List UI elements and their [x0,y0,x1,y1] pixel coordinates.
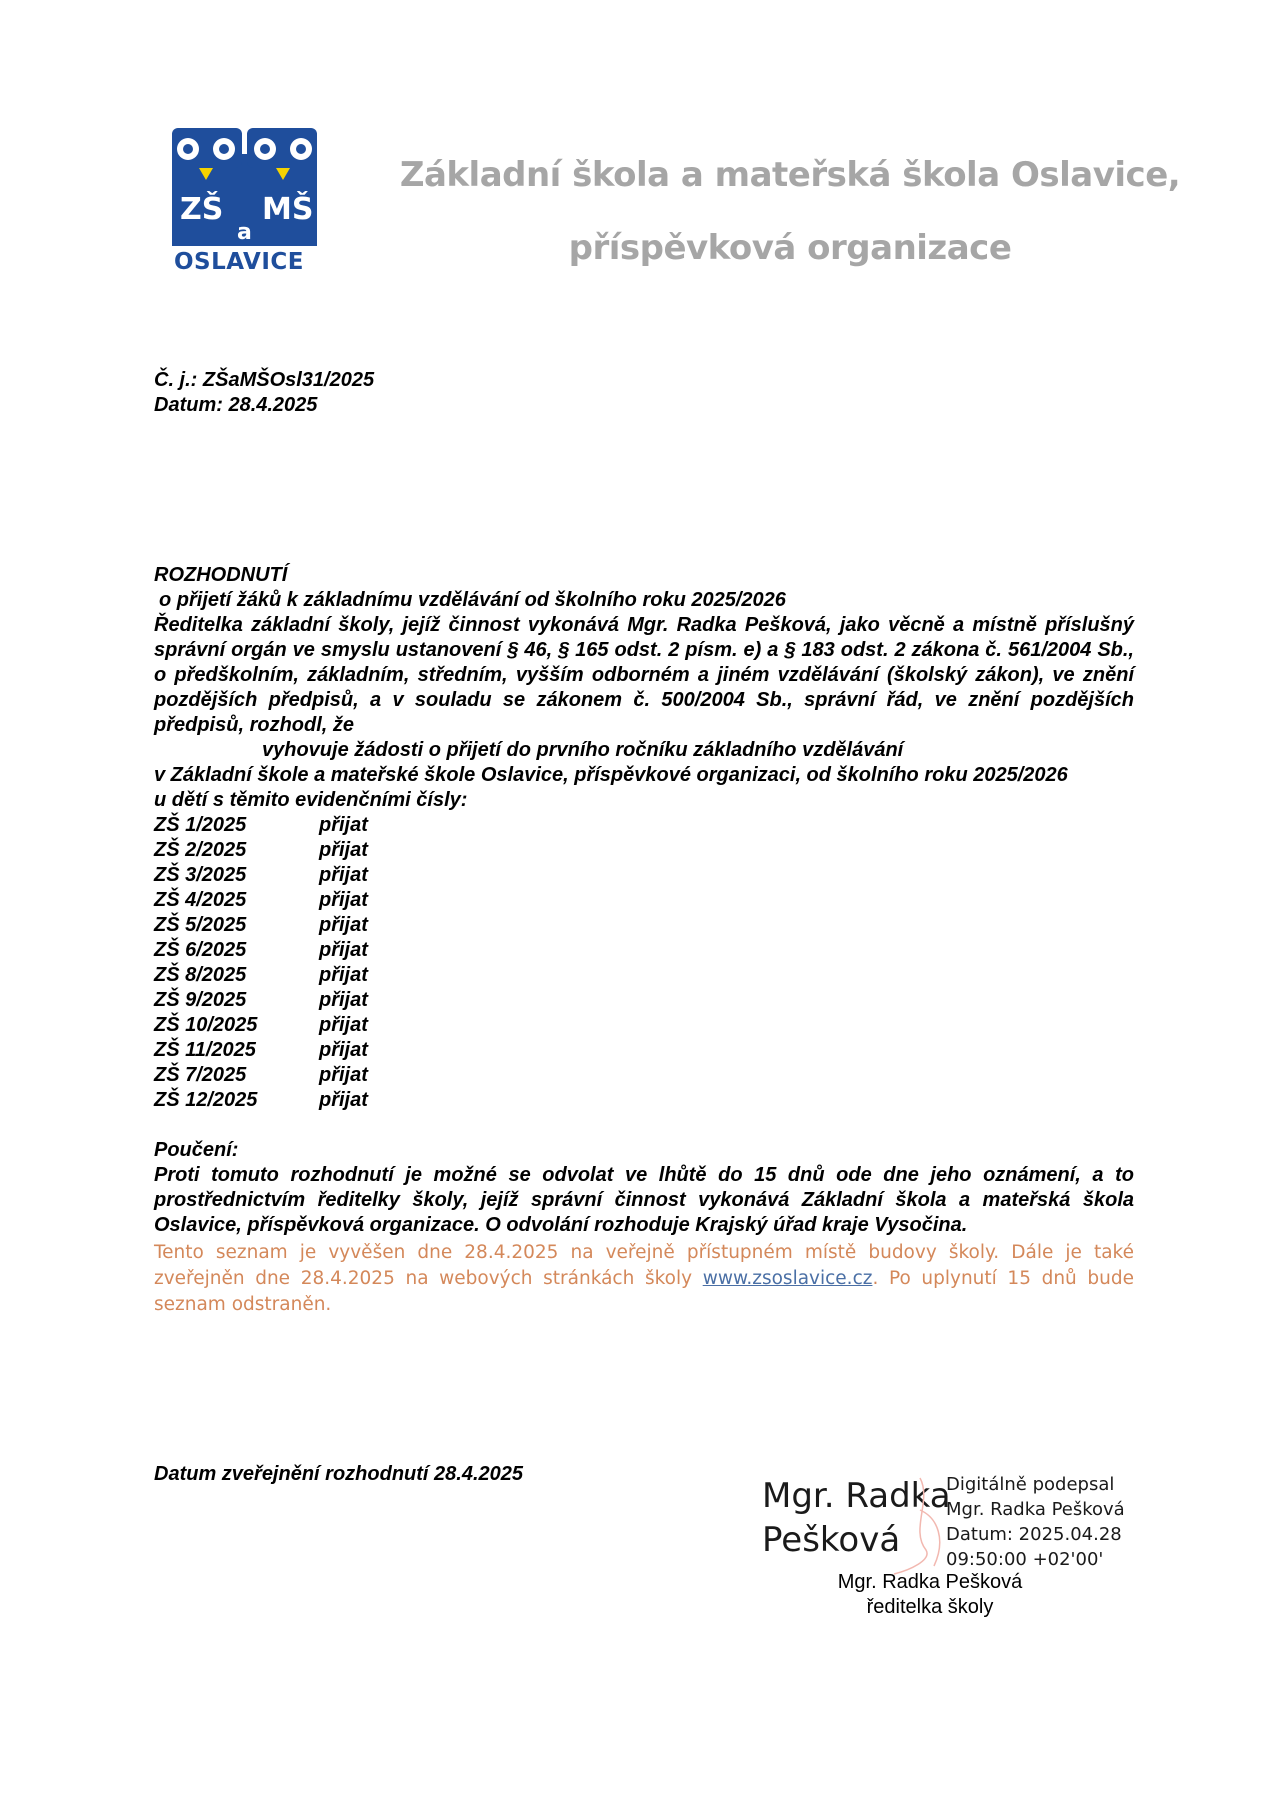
signature-name-line2: Pešková [762,1520,901,1560]
list-item [154,1063,1134,1088]
notice-text-before: Tento seznam je vyvěšen dne 28.4.2025 na veřejně přístupném místě budovy školy. Dále je také zveřejněn dne 28.4.2025 na webových stránkách školy [154,1242,1134,1289]
signature-info-line4: 09:50:00 +02'00' [946,1549,1104,1570]
pupil-status: přijat [319,1064,368,1086]
decision-children-line: u dětí s těmito evidenčními čísly: [154,789,468,811]
list-item [154,1088,1134,1113]
signature-name-line1: Mgr. Radka [762,1476,951,1516]
list-item [154,963,1134,988]
list-item [154,863,1134,888]
school-name-line2: příspěvková organizace [568,228,1012,268]
list-item [154,1038,1134,1063]
instruction-text: Proti tomuto rozhodnutí je možné se odvolat ve lhůtě do 15 dnů ode dne jeho oznámení, a to prostřednictvím ředitelky školy, jejíž správní činnost vykonává Základní škola a mateřská škola Oslavice, příspěvková organizace. O odvolání rozhoduje Krajský úřad kraje Vysočina. [154,1164,1134,1236]
pupil-status: přijat [319,939,368,961]
reference-number: Č. j.: ZŠaMŠOsl31/2025 [154,369,375,391]
decision-school-line: v Základní škole a mateřské škole Oslavice, příspěvkové organizaci, od školního roku 2025/2026 [154,764,1068,786]
logo-text-ms: MŠ [262,192,314,227]
pupil-status: přijat [319,1089,368,1111]
pupil-status: přijat [319,889,368,911]
decision-grants-line: vyhovuje žádosti o přijetí do prvního ročníku základního vzdělávání [262,739,904,761]
decision-title: ROZHODNUTÍ [154,564,288,586]
logo-text-a: a [237,220,252,245]
pupil-id: ZŠ 11/2025 [154,1039,256,1061]
school-logo [172,128,317,275]
list-item [154,913,1134,938]
pupil-id: ZŠ 10/2025 [154,1014,258,1036]
pupil-list [154,813,1134,1113]
list-item [154,1013,1134,1038]
pupil-id: ZŠ 5/2025 [154,914,247,936]
pupil-status: přijat [319,864,368,886]
list-item [154,888,1134,913]
list-item [154,988,1134,1013]
list-item [154,813,1134,838]
signer-name: Mgr. Radka Pešková [837,1571,1023,1593]
pupil-status: přijat [319,989,368,1011]
signer-block [800,1570,1060,1620]
notice-text [154,1240,1134,1318]
pupil-status: přijat [319,1039,368,1061]
pupil-id: ZŠ 4/2025 [154,889,247,911]
pupil-status: přijat [319,839,368,861]
pupil-id: ZŠ 7/2025 [154,1064,247,1086]
document-date: Datum: 28.4.2025 [154,394,318,416]
notice-text-after: . Po uplynutí 15 dnů bude seznam odstraněn. [154,1268,1134,1315]
pupil-id: ZŠ 2/2025 [154,839,247,861]
pupil-status: přijat [319,964,368,986]
pupil-id: ZŠ 8/2025 [154,964,247,986]
logo-text-oslavice: OSLAVICE [174,249,304,275]
publication-date: Datum zveřejnění rozhodnutí 28.4.2025 [154,1463,523,1485]
document-meta [154,368,374,418]
pupil-id: ZŠ 12/2025 [154,1089,258,1111]
school-website-link[interactable]: www.zsoslavice.cz [702,1268,873,1289]
pupil-id: ZŠ 6/2025 [154,939,247,961]
decision-body [154,563,1134,1318]
pupil-id: ZŠ 1/2025 [154,814,247,836]
signature-info [946,1472,1125,1572]
signature-info-line1: Digitálně podepsal [946,1474,1115,1495]
signature-info-line3: Datum: 2025.04.28 [946,1524,1122,1545]
pupil-id: ZŠ 3/2025 [154,864,247,886]
pupil-status: přijat [319,814,368,836]
decision-paragraph: Ředitelka základní školy, jejíž činnost vykonává Mgr. Radka Pešková, jako věcně a místně příslušný správní orgán ve smyslu ustanovení § 46, § 165 odst. 2 písm. e) a § 183 odst. 2 zákona č. 561/2004 Sb., o předškolním, základním, středním, vyšším odborném a jiném vzdělávání (školský zákon), ve znění pozdějších předpisů, a v souladu se zákonem č. 500/2004 Sb., správní řád, ve znění pozdějších předpisů, rozhodl, že [154,614,1134,736]
instruction-title: Poučení: [154,1139,239,1161]
list-item [154,838,1134,863]
logo-text-zs: ZŠ [180,192,224,227]
signer-role: ředitelka školy [866,1596,994,1618]
signature-info-line2: Mgr. Radka Pešková [946,1499,1125,1520]
decision-subtitle: o přijetí žáků k základnímu vzdělávání od školního roku 2025/2026 [159,589,786,611]
pupil-id: ZŠ 9/2025 [154,989,247,1011]
pupil-status: přijat [319,1014,368,1036]
pupil-status: přijat [319,914,368,936]
school-name-line1: Základní škola a mateřská škola Oslavice, [399,155,1181,195]
list-item [154,938,1134,963]
